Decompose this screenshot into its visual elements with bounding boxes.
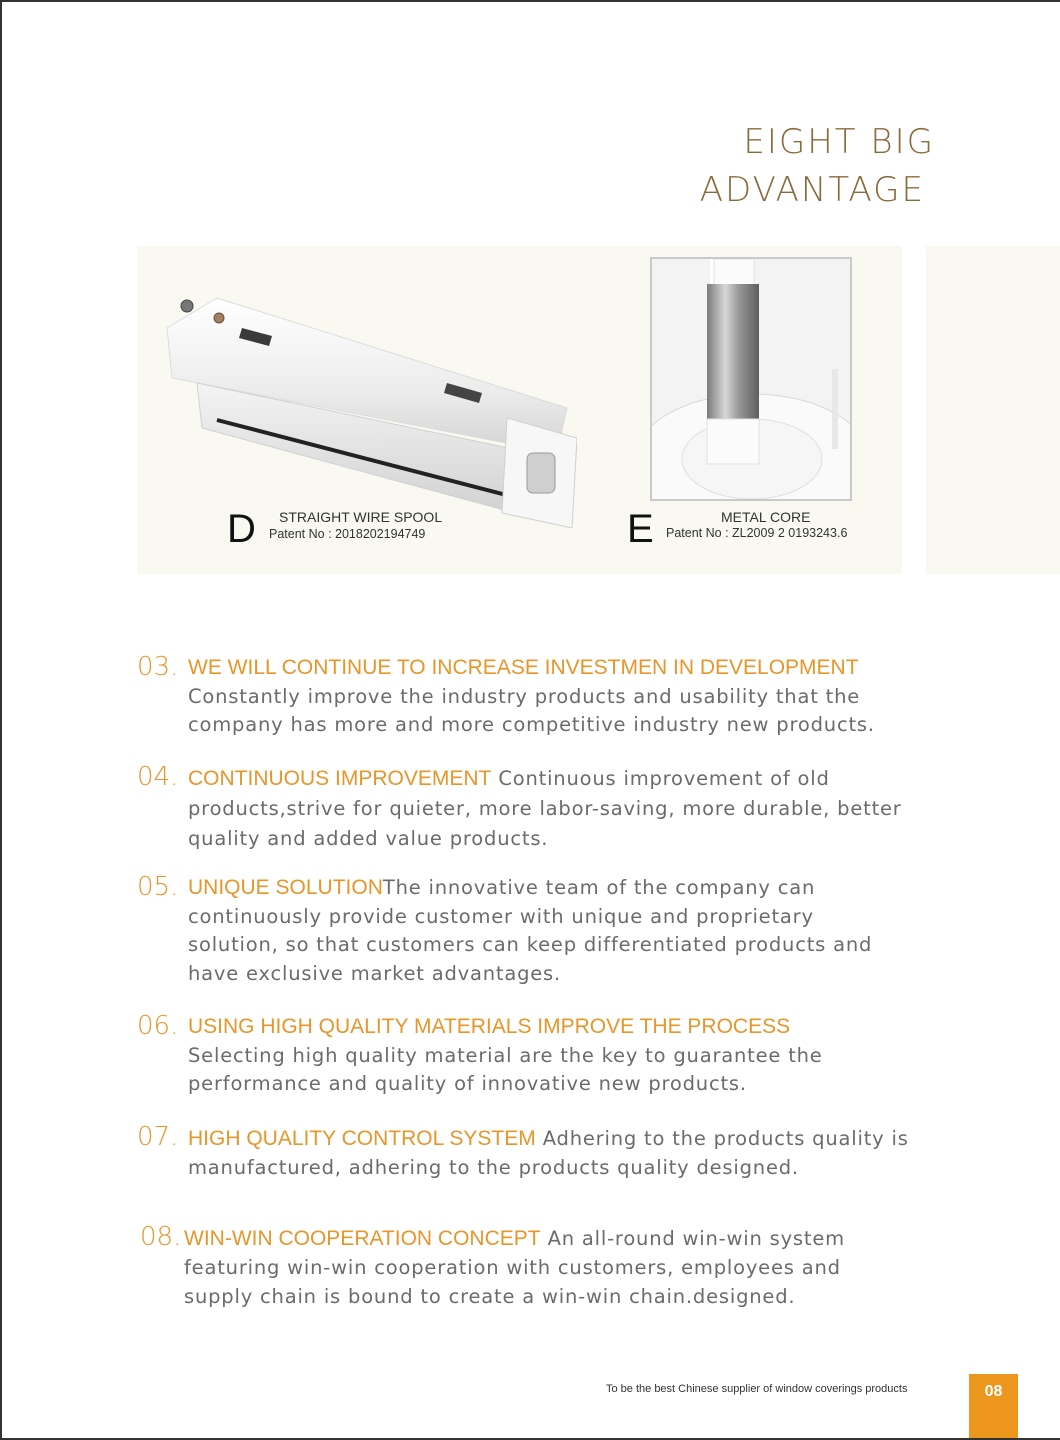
advantage-number: 08.: [140, 1222, 182, 1252]
advantage-heading: UNIQUE SOLUTION: [188, 876, 383, 899]
feature-letter: D: [227, 507, 256, 551]
advantage-text-line: quality and added value products.: [188, 827, 549, 850]
advantage-text-line: company has more and more competitive industry new products.: [188, 713, 875, 736]
feature-name: STRAIGHT WIRE SPOOL: [279, 509, 443, 525]
feature-letter: E: [627, 507, 654, 551]
advantage-heading: WIN-WIN COOPERATION CONCEPT: [184, 1227, 541, 1250]
footer-tagline: To be the best Chinese supplier of window coverings products: [606, 1383, 908, 1395]
advantage-number: 05.: [137, 872, 179, 902]
advantage-number: 04.: [137, 762, 179, 792]
feature-name: METAL CORE: [721, 509, 811, 525]
advantage-number: 06.: [137, 1011, 179, 1041]
advantage-text-line: Continuous improvement of old: [491, 767, 830, 790]
advantage-heading: HIGH QUALITY CONTROL SYSTEM: [188, 1127, 536, 1150]
advantage-heading: CONTINUOUS IMPROVEMENT: [188, 767, 492, 790]
advantage-text-line: performance and quality of innovative new products.: [188, 1072, 747, 1095]
advantage-text-line: Constantly improve the industry products and usability that the: [188, 684, 861, 708]
advantage-text-line: have exclusive market advantages.: [188, 961, 562, 985]
feature-panel: [137, 246, 902, 574]
straight-wire-spool-image: [157, 288, 577, 528]
side-panel: [926, 246, 1060, 574]
advantage-heading: WE WILL CONTINUE TO INCREASE INVESTMEN IN DEVELOPMENT: [188, 656, 859, 679]
advantage-text-line: continuously provide customer with unique and proprietary: [188, 904, 814, 928]
advantage-text-line: solution, so that customers can keep differentiated products and: [188, 933, 873, 956]
advantage-text-line: Adhering to the products quality is: [535, 1127, 909, 1150]
metal-core-image: [650, 257, 852, 501]
page-title: [699, 118, 935, 214]
feature-patent: Patent No : 2018202194749: [269, 527, 426, 541]
advantage-text-line: Selecting high quality material are the key to guarantee the: [188, 1043, 823, 1067]
advantage-number: 03.: [137, 652, 179, 682]
advantage-number: 07.: [137, 1122, 179, 1152]
advantage-text-line: The innovative team of the company can: [382, 876, 816, 899]
page-title-line-1: EIGHT BIG: [743, 122, 935, 162]
page-title-line-2: ADVANTAGE: [699, 170, 925, 210]
advantage-text-line: An all-round win-win system: [540, 1227, 845, 1250]
advantage-text-line: featuring win-win cooperation with customers, employees and: [184, 1256, 841, 1279]
advantage-text-line: manufactured, adhering to the products quality designed.: [188, 1156, 799, 1179]
advantage-text-line: products,strive for quieter, more labor-saving, more durable, better: [188, 797, 902, 820]
page-number-badge: 08: [969, 1374, 1018, 1438]
feature-patent: Patent No : ZL2009 2 0193243.6: [666, 526, 848, 540]
advantage-heading: USING HIGH QUALITY MATERIALS IMPROVE THE PROCESS: [188, 1015, 791, 1038]
advantage-text-line: supply chain is bound to create a win-win chain.designed.: [184, 1285, 796, 1308]
